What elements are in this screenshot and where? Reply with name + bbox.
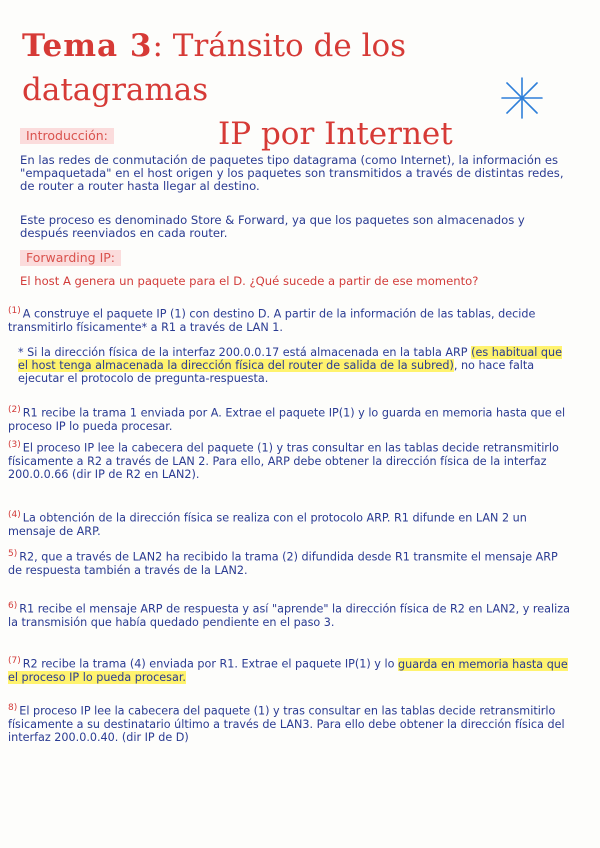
- step-text: El proceso IP lee la cabecera del paquete (1) y tras consultar en las tablas decide retransmitirlo físicamente a R2 a través de LAN 2. Para ello, ARP debe obtener la dirección física de la interfaz 200.0.0.66 (dir IP de R2 en LAN2).: [8, 441, 559, 481]
- step-number: (2): [8, 405, 21, 415]
- intro-heading: Introducción:: [20, 128, 114, 144]
- step-text: R2 recibe la trama (4) enviada por R1. Extrae el paquete IP(1) y lo: [22, 657, 398, 671]
- step-4: [8, 509, 575, 538]
- forwarding-question: El host A genera un paquete para el D. ¿Qué sucede a partir de ese momento?: [20, 274, 479, 288]
- step-number: (1): [8, 306, 21, 316]
- step-number: 8): [8, 703, 18, 713]
- step-7: [8, 655, 575, 684]
- forwarding-heading: Forwarding IP:: [20, 250, 121, 266]
- step-5: [8, 548, 575, 577]
- intro-paragraph-2: Este proceso es denominado Store & Forward, ya que los paquetes son almacenados y después reenviados en cada router.: [20, 213, 525, 240]
- title-tema: Tema 3: [22, 28, 153, 64]
- step-number: 5): [8, 549, 18, 559]
- step-6: [8, 600, 575, 629]
- step-text: A construye el paquete IP (1) con destino D. A partir de la información de las tablas, decide transmitirlo físicamente* a R1 a través de LAN 1.: [8, 307, 536, 334]
- highlighted-text: guarda en memoria hasta que el proceso IP lo pueda procesar.: [8, 657, 568, 684]
- step-1: [8, 305, 575, 334]
- step-text: R1 recibe la trama 1 enviada por A. Extrae el paquete IP(1) y lo guarda en memoria hasta que el proceso IP lo pueda procesar.: [8, 406, 566, 433]
- step-note: [18, 346, 575, 385]
- highlighted-text: (es habitual que el host tenga almacenada la dirección física del router de salida de la subred): [18, 346, 562, 372]
- step-number: *: [18, 346, 24, 359]
- title-line2: IP por Internet: [218, 116, 453, 152]
- step-number: 6): [8, 601, 18, 611]
- step-text-end: , no hace falta ejecutar el protocolo de pregunta-respuesta.: [18, 359, 535, 385]
- title-line1: Tránsito de los datagramas: [22, 28, 407, 108]
- step-2: [8, 404, 575, 433]
- asterisk-doodle-icon: [500, 76, 544, 120]
- step-number: (4): [8, 510, 21, 520]
- step-text: R2, que a través de LAN2 ha recibido la trama (2) difundida desde R1 transmite el mensaje ARP de respuesta también a través de la LAN2.: [8, 550, 558, 577]
- step-text: La obtención de la dirección física se realiza con el protocolo ARP. R1 difunde en LAN 2 un mensaje de ARP.: [8, 511, 527, 538]
- step-8: [8, 702, 575, 744]
- step-number: (3): [8, 440, 21, 450]
- intro-paragraph-1: En las redes de conmutación de paquetes tipo datagrama (como Internet), la información es "empaquetada" en el host origen y los paquetes son transmitidos a través de distintas redes, de router a router hasta llegar al destino.: [20, 153, 564, 193]
- step-3: [8, 439, 575, 481]
- step-text: R1 recibe el mensaje ARP de respuesta y así "aprende" la dirección física de R2 en LAN2, y realiza la transmisión que había quedado pendiente en el paso 3.: [8, 602, 570, 629]
- step-text: El proceso IP lee la cabecera del paquete (1) y tras consultar en las tablas decide retransmitirlo físicamente a su destinatario último a través de LAN3. Para ello debe obtener la dirección física del interfaz 200.0.0.40. (dir IP de D): [8, 704, 565, 744]
- step-text: Si la dirección física de la interfaz 200.0.0.17 está almacenada en la tabla ARP: [27, 346, 472, 359]
- title-colon: :: [152, 28, 163, 64]
- step-number: (7): [8, 656, 21, 666]
